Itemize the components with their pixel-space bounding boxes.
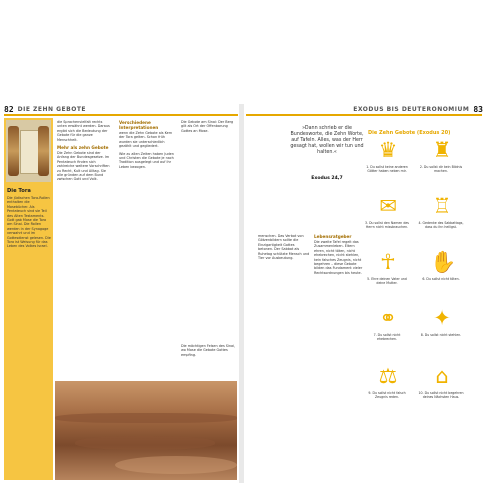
parents-icon: ☥ — [380, 250, 396, 274]
commandment-label: 10. Du sollst nicht begehren deines Nächsten Haus. — [418, 391, 464, 399]
commandment-label: 4. Gedenke des Sabbattags, dass du ihn heiligst. — [418, 221, 464, 229]
commandment-label: 8. Du sollst nicht stehlen. — [420, 333, 462, 337]
image-caption: Die mächtigen Felsen des Sinai, wo Mose die Gebote Gottes empfing. — [181, 344, 236, 357]
commandment-label: 9. Du sollst nicht falsch Zeugnis reden. — [368, 391, 406, 399]
left-column-2 — [119, 120, 175, 172]
commandment-label: 1. Du sollst keine anderen Götter haben neben mir. — [366, 165, 408, 173]
left-column-3 — [181, 120, 237, 136]
commandment-label: 6. Du sollst nicht töten. — [422, 277, 460, 281]
commandments-panel-title: Die Zehn Gebote (Exodus 20) — [368, 130, 451, 136]
bible-quote: »Dann schrieb er die Bundesworte, die Zehn Worte, auf Tafeln. Alles, was der Herr gesagt hat, wollen wir tun und halten.« — [290, 126, 364, 155]
right-column-1 — [258, 234, 310, 263]
torah-scroll-image — [6, 120, 51, 182]
section-heading: Mehr als zehn Gebote — [57, 145, 109, 151]
commandment-label: 2. Du sollst dir kein Bildnis machen. — [419, 165, 463, 173]
sinai-desert-photo — [55, 381, 237, 480]
commandment-label: 7. Du sollst nicht ehebrechen. — [373, 333, 401, 341]
crown-icon: ♛ — [378, 138, 398, 162]
left-page — [3, 104, 239, 483]
right-header-rule — [246, 114, 482, 116]
hand-icon: ✋ — [430, 250, 457, 274]
right-column-2 — [314, 234, 366, 278]
witness-icon: ⚖ — [378, 364, 398, 388]
torah-sidebar — [4, 118, 53, 480]
sidebar-text: Die jüdischen Tora-Rollen enthalten die Mosebücher. Als Pentateuch sind sie Teil des Alten Testaments. Gott gab Mose die Tora am Sinai. Die Rollen werden in der Synagoge verwahrt und im Gottesdienst gelesen. Die Tora ist Weisung für das Leben des Volkes Israel. — [7, 196, 51, 249]
right-page — [244, 104, 484, 483]
sidebar-title: Die Tora — [7, 188, 31, 194]
body-paragraph: Die zweite Tafel regelt das Zusammenleben. Eltern ehren, nicht töten, nicht ehebrechen, nicht stehlen, kein falsches Zeugnis, nicht begehren – diese Gebote bilden das Fundament vieler Rechtsordnungen bis heute. — [314, 240, 363, 275]
speech-icon: ✉ — [379, 194, 397, 218]
quote-reference: Exodus 24,7 — [311, 176, 343, 181]
left-header-rule — [4, 114, 238, 116]
money-bag-icon: ✦ — [433, 306, 451, 330]
commandment-label: 3. Du sollst den Namen des Herrn nicht missbrauchen. — [365, 221, 409, 229]
section-heading: Lebensratgeber — [314, 234, 352, 239]
commandment-label: 5. Ehre deinen Vater und deine Mutter. — [367, 277, 407, 285]
body-paragraph: Wie zu allen Zeiten haben Juden und Christen die Gebote je nach Tradition ausgelegt und auf ihr Leben bezogen. — [119, 151, 174, 169]
left-page-number: 82 — [4, 105, 14, 114]
left-running-title: DIE ZEHN GEBOTE — [17, 106, 87, 113]
body-paragraph: Die Zehn Gebote sind der Anfang der Bundesgesetze. Im Pentateuch finden sich zahlreiche weitere Vorschriften zu Recht, Kult und Alltag. Sie alle gründen auf dem Bund zwischen Gott und Volk. — [57, 151, 110, 182]
idol-icon: ♜ — [432, 138, 452, 162]
left-column-1 — [57, 120, 113, 185]
body-paragraph: menschen. Das Verbot von Götzenbildern sollte die Einzigartigkeit Gottes betonen. Der Sabbat als Ruhetag schützte Mensch und Tier vor Ausbeutung. — [258, 234, 310, 261]
right-page-number: 83 — [473, 105, 483, 114]
candles-icon: ♖ — [432, 194, 452, 218]
body-paragraph: die Sprachenvielfalt rechts unten erwähnt werden. Daraus ergibt sich die Bedeutung der Gebote für die ganze Menschheit. — [57, 120, 110, 142]
body-paragraph: wenn die Zehn Gebote als Kern der Tora gelten. Schon früh wurden sie unterschiedlich gezählt und gegliedert. — [119, 131, 173, 149]
right-running-title: EXODUS BIS DEUTERONOMIUM — [353, 106, 470, 113]
house-icon: ⌂ — [435, 364, 449, 388]
couple-icon: ⚭ — [379, 306, 397, 330]
body-paragraph: Die Gebote am Sinai: Der Berg gilt als Ort der Offenbarung Gottes an Mose. — [181, 120, 234, 133]
section-heading: Verschiedene Interpretationen — [119, 120, 159, 130]
